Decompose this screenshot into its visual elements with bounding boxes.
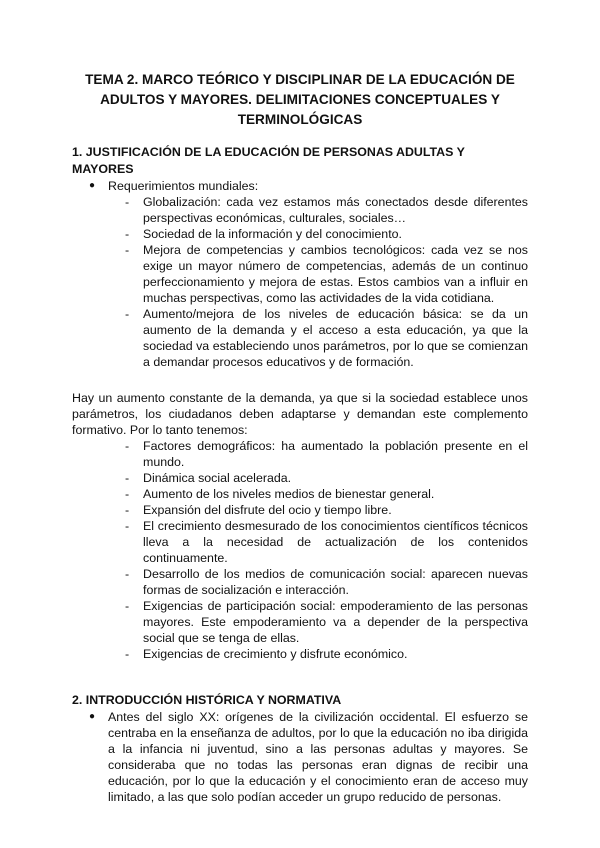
bullet-item bbox=[72, 178, 528, 194]
list-item-text: Exigencias de crecimiento y disfrute económico. bbox=[143, 647, 408, 661]
dash-icon: - bbox=[125, 307, 130, 321]
list-item-text: Aumento/mejora de los niveles de educación básica: se da un aumento de la demanda y el acceso a esta educación, ya que la sociedad va estableciendo unos parámetros, por lo que se comienzan a demandar procesos educativos y de formación. bbox=[143, 307, 528, 369]
list-item-text: Aumento de los niveles medios de bienestar general. bbox=[143, 487, 435, 501]
section-2-bullets bbox=[72, 709, 528, 805]
list-item-text: Mejora de competencias y cambios tecnológicos: cada vez se nos exige un mayor número de competencias, además de un continuo perfeccionamiento y mejora de estas. Estos cambios van a influir en muchas perspectivas, como las actividades de la vida cotidiana. bbox=[143, 243, 528, 305]
section-1-bullets bbox=[72, 178, 528, 194]
dash-icon: - bbox=[125, 195, 130, 209]
document-page bbox=[72, 70, 528, 805]
dash-icon: - bbox=[125, 599, 130, 613]
list-item-text: Sociedad de la información y del conocimiento. bbox=[143, 227, 402, 241]
demand-paragraph: Hay un aumento constante de la demanda, ya que si la sociedad establece unos parámetros, los ciudadanos deben adaptarse y demandan este complemento formativo. Por lo tanto tenemos: bbox=[72, 391, 528, 437]
list-item bbox=[125, 566, 528, 598]
dash-icon: - bbox=[125, 647, 130, 661]
list-item bbox=[125, 226, 528, 242]
title-line-1: TEMA 2. MARCO TEÓRICO Y DISCIPLINAR DE LA EDUCACIÓN DE bbox=[85, 72, 515, 87]
list-item-text: Exigencias de participación social: empoderamiento de las personas mayores. Este empoderamiento va a depender de la perspectiva social que se tenga de ellas. bbox=[143, 599, 528, 645]
dash-icon: - bbox=[125, 503, 130, 517]
dash-icon: - bbox=[125, 439, 130, 453]
dash-icon: - bbox=[125, 243, 130, 257]
requirements-list bbox=[72, 194, 528, 370]
list-item bbox=[125, 646, 528, 662]
dash-icon: - bbox=[125, 487, 130, 501]
section-1-heading: 1. JUSTIFICACIÓN DE LA EDUCACIÓN DE PERSONAS ADULTAS Y MAYORES bbox=[72, 145, 465, 176]
document-title bbox=[72, 70, 528, 130]
list-item bbox=[125, 518, 528, 566]
list-item bbox=[125, 470, 528, 486]
list-item-text: Globalización: cada vez estamos más conectados desde diferentes perspectivas económicas, culturales, sociales… bbox=[143, 195, 528, 225]
list-item-text: El crecimiento desmesurado de los conocimientos científicos técnicos lleva a la necesidad de actualización de los contenidos continuamente. bbox=[143, 519, 528, 565]
list-item bbox=[125, 242, 528, 306]
bullet-text: Antes del siglo XX: orígenes de la civilización occidental. El esfuerzo se centraba en la enseñanza de adultos, por lo que la educación no iba dirigida a la infancia ni juventud, sino a las personas adultas y mayores. Se consideraba que no todas las personas eran dignas de recibir una educación, por lo que la educación y el conocimiento eran de acceso muy limitado, a las que solo podían acceder un grupo reducido de personas. bbox=[108, 710, 528, 804]
list-item-text: Desarrollo de los medios de comunicación social: aparecen nuevas formas de socialización e interacción. bbox=[143, 567, 528, 597]
list-item bbox=[125, 194, 528, 226]
factors-list bbox=[72, 438, 528, 662]
bullet-icon: ● bbox=[89, 711, 96, 722]
list-item bbox=[125, 438, 528, 470]
bullet-icon: ● bbox=[89, 180, 96, 191]
dash-icon: - bbox=[125, 519, 130, 533]
title-line-2: ADULTOS Y MAYORES. DELIMITACIONES CONCEPTUALES Y bbox=[100, 92, 500, 107]
dash-icon: - bbox=[125, 227, 130, 241]
list-item-text: Dinámica social acelerada. bbox=[143, 471, 292, 485]
dash-icon: - bbox=[125, 567, 130, 581]
list-item bbox=[125, 598, 528, 646]
bullet-item bbox=[72, 709, 528, 805]
title-line-3: TERMINOLÓGICAS bbox=[237, 112, 363, 127]
list-item-text: Factores demográficos: ha aumentado la población presente en el mundo. bbox=[143, 439, 528, 469]
list-item bbox=[125, 486, 528, 502]
section-2-heading: 2. INTRODUCCIÓN HISTÓRICA Y NORMATIVA bbox=[72, 693, 342, 707]
list-item bbox=[125, 306, 528, 370]
bullet-text: Requerimientos mundiales: bbox=[108, 179, 259, 193]
list-item-text: Expansión del disfrute del ocio y tiempo libre. bbox=[143, 503, 392, 517]
list-item bbox=[125, 502, 528, 518]
dash-icon: - bbox=[125, 471, 130, 485]
